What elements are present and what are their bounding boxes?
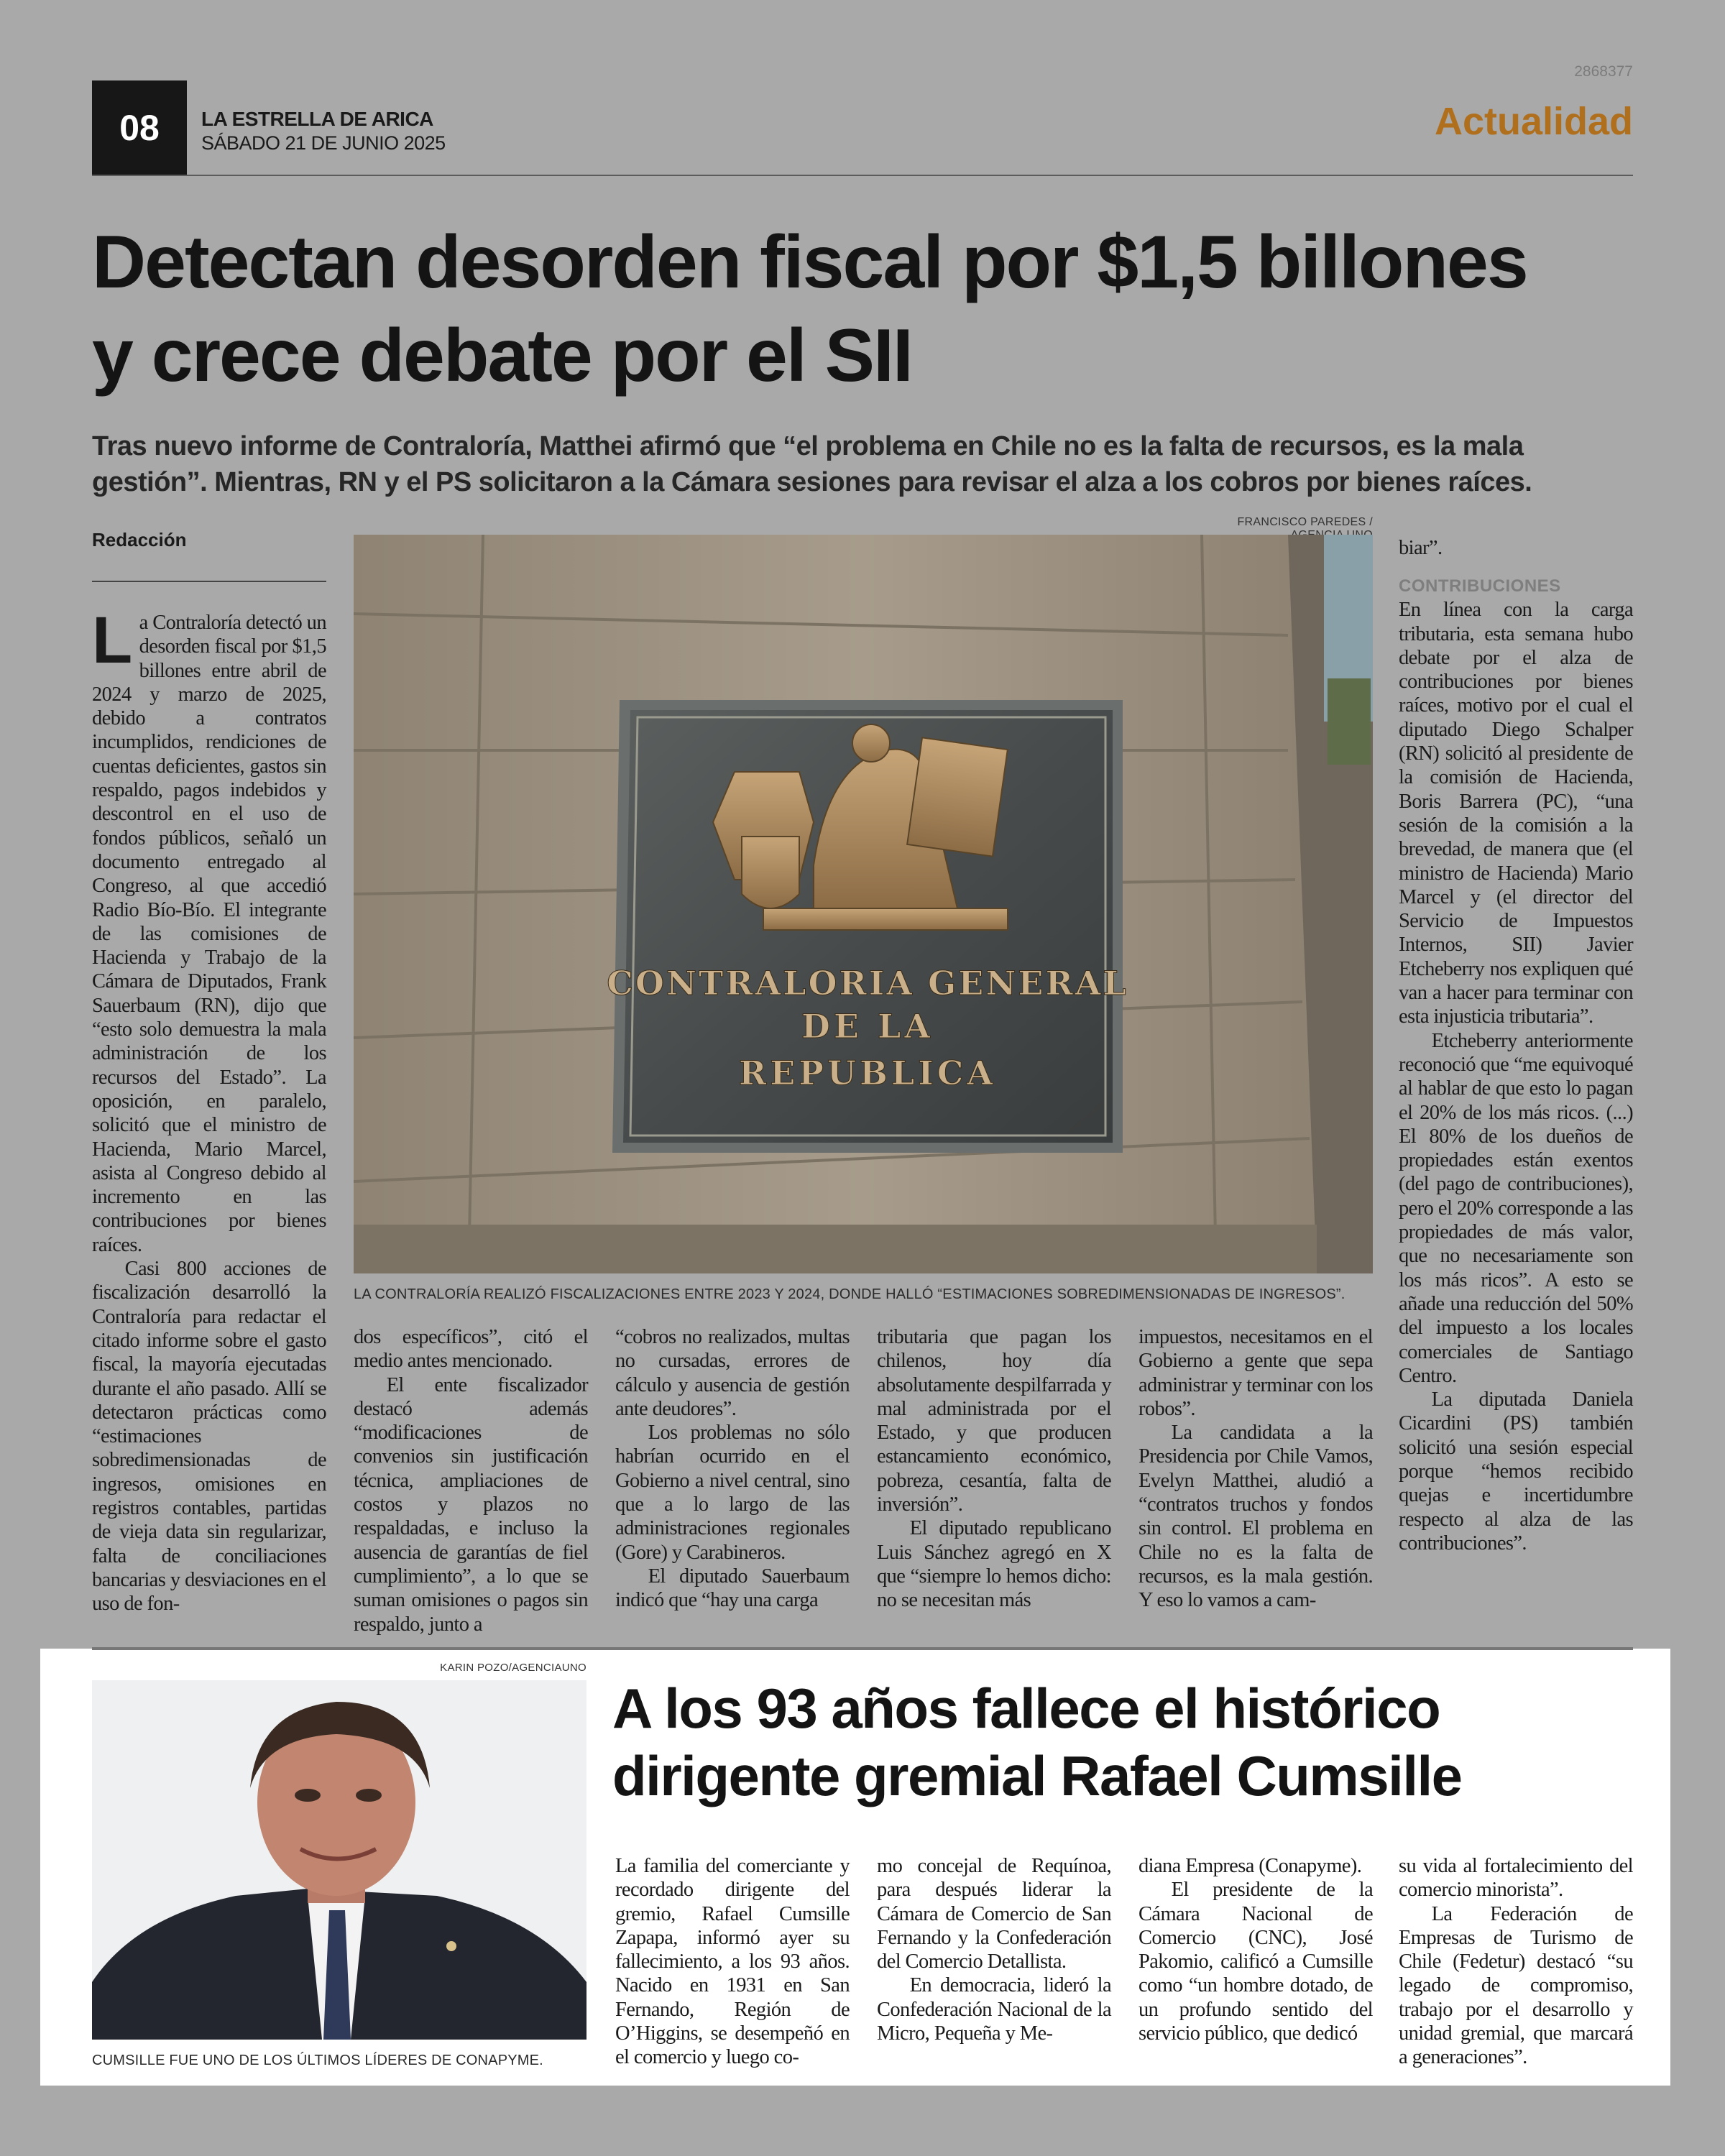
second-article-column-4 xyxy=(1399,1854,1633,2070)
plaque-line-1: CONTRALORIA GENERAL xyxy=(607,964,1128,1003)
article-paragraph: diana Empresa (Conapyme). xyxy=(1138,1855,1362,1877)
article-column-5 xyxy=(1138,1325,1373,1613)
second-article-column-3 xyxy=(1138,1854,1373,2070)
main-photo-caption: LA CONTRALORÍA REALIZÓ FISCALIZACIONES ENTRE 2023 Y 2024, DONDE HALLÓ “ESTIMACIONES SOBREDIMENSIONADAS DE INGRESOS”. xyxy=(354,1286,1346,1302)
article-paragraph: “cobros no realizados, multas no cursadas, errores de cálculo y ausencia de gestión ante deudores”. xyxy=(615,1326,850,1420)
page-code: 2868377 xyxy=(1574,63,1633,80)
article-paragraph: En línea con la carga tributaria, esta semana hubo debate por el alza de contribuciones por bienes raíces, motivo por el cual el diputado Diego Schalper (RN) solicitó al presidente de la comisión de Hacienda, Boris Barrera (PC), “una sesión de la comisión a la brevedad, de manera que (el ministro de Hacienda) Mario Marcel y (el director del Servicio de Impuestos Internos, SII) Javier Etcheberry nos expliquen qué van a hacer para terminar con esta injusticia tributaria”. xyxy=(1399,599,1633,1028)
newspaper-name: LA ESTRELLA DE ARICA xyxy=(201,108,433,130)
article-paragraph: El diputado republicano Luis Sánchez agregó en X que “siempre lo hemos dicho: no se necesitan más xyxy=(877,1517,1111,1612)
article-paragraph: El diputado Sauerbaum indicó que “hay una carga xyxy=(615,1565,850,1612)
page-header xyxy=(92,80,1633,175)
article-paragraph: Casi 800 acciones de fiscalización desarrolló la Contraloría para redactar el citado informe sobre el gasto fiscal, la mayoría ejecutadas durante el año pasado. Allí se detectaron prácticas como “estimaciones sobredimensionadas de ingresos, omisiones en registros contables, partidas de vieja data sin regularizar, falta de conciliaciones bancarias y desviaciones en el uso de fon- xyxy=(92,1258,326,1616)
subhead-contribuciones: CONTRIBUCIONES xyxy=(1399,576,1561,596)
article-column-1 xyxy=(92,604,326,1617)
cumsille-portrait-photo xyxy=(92,1680,586,2040)
header-rule xyxy=(92,175,1633,176)
contraloria-building-image xyxy=(354,535,1373,1273)
second-article-column-1 xyxy=(615,1854,850,2070)
article-paragraph: dos específicos”, citó el medio antes mencionado. xyxy=(354,1326,588,1373)
article-paragraph: biar”. xyxy=(1399,537,1443,559)
article-paragraph: La candidata a la Presidencia por Chile Vamos, Evelyn Matthei, aludió a “contratos truchos y fondos sin control. El problema en Chile no es la falta de recursos, es la mala gestión. Y eso lo vamos a cam- xyxy=(1138,1422,1373,1612)
article-paragraph: a Contraloría detectó un desorden fiscal por $1,5 billones entre abril de 2024 y marzo de 2025, debido a contratos incumplidos, rendiciones de cuentas deficientes, gastos sin respaldo, pagos indebidos y descontrol en el uso de fondos públicos, señaló un documento entregado al Congreso, al que accedió Radio Bío-Bío. El integrante de las comisiones de Hacienda y Trabajo de la Cámara de Diputados, Frank Sauerbaum (RN), dijo que “esto solo demuestra la mala administración de los recursos del Estado”. La oposición, en paralelo, solicitó que el ministro de Hacienda, Mario Marcel, asista al Congreso debido al incremento en las contribuciones por bienes raíces. xyxy=(92,612,326,1256)
contraloria-plaque-photo xyxy=(354,535,1373,1273)
article-paragraph: En democracia, lideró la Confederación Nacional de la Micro, Pequeña y Me- xyxy=(877,1974,1111,2045)
article-paragraph: La Federación de Empresas de Turismo de Chile (Fedetur) destacó “su legado de compromiso, trabajo por el desarrollo y unidad gremial, que marcará a generaciones”. xyxy=(1399,1902,1633,2069)
section-divider xyxy=(92,1647,1633,1650)
publication-date: SÁBADO 21 DE JUNIO 2025 xyxy=(201,132,446,154)
article-paragraph: mo concejal de Requínoa, para después liderar la Cámara de Comercio de San Fernando y la Confederación del Comercio Detallista. xyxy=(877,1855,1111,1973)
article-column-4 xyxy=(877,1325,1111,1613)
article-paragraph: La familia del comerciante y recordado dirigente del gremio, Rafael Cumsille Zapapa, informó ayer su fallecimiento, a los 93 años. Nacido en 1931 en San Fernando, Región de O’Higgins, se desempeñó en el comercio y luego co- xyxy=(615,1855,850,2069)
article-column-6 xyxy=(1399,536,1633,1614)
plaque-line-3: REPUBLICA xyxy=(738,1054,997,1092)
article-column-3 xyxy=(615,1325,850,1613)
page-number: 08 xyxy=(92,80,187,175)
photo-credit: FRANCISCO PAREDES / xyxy=(1237,516,1373,528)
article-paragraph: La diputada Daniela Cicardini (PS) también solicitó una sesión especial porque “hemos recibido quejas e incertidumbre respecto al alza de las contribuciones”. xyxy=(1399,1388,1633,1554)
article-paragraph: su vida al fortalecimiento del comercio minorista”. xyxy=(1399,1855,1633,1902)
drop-cap: L xyxy=(92,604,132,677)
main-headline: Detectan desorden fiscal por $1,5 billones y crece debate por el SII xyxy=(92,221,1527,397)
second-article-column-2 xyxy=(877,1854,1111,2070)
second-photo-credit: KARIN POZO/AGENCIAUNO xyxy=(440,1662,586,1674)
article-column-2 xyxy=(354,1325,588,1636)
byline: Redacción xyxy=(92,529,187,550)
article-paragraph: Etcheberry anteriormente reconoció que “me equivoqué al hablar de que esto lo pagan el 20% de los más ricos. (...) El 80% de los dueños de propiedades están exentos (del pago de contribuciones), pero el 20% corresponde a las propiedades de más valor, que no necesariamente son los más ricos”. A esto se añade una reducción del 50% del impuesto a los locales comerciales de Santiago Centro. xyxy=(1399,1029,1633,1387)
article-paragraph: impuestos, necesitamos en el Gobierno a gente que sepa administrar y terminar con los robos”. xyxy=(1138,1326,1373,1420)
article-paragraph: tributaria que pagan los chilenos, hoy día absolutamente despilfarrada y mal administrada por el Estado, y que producen estancamiento económico, pobreza, cesantía, falta de inversión”. xyxy=(877,1326,1111,1516)
byline-rule xyxy=(92,581,326,582)
section-name: Actualidad xyxy=(1434,100,1633,143)
article-paragraph: El ente fiscalizador destacó además “modificaciones de convenios sin justificación técnica, ampliaciones de costos y plazos no respaldadas, e incluso la ausencia de garantías de fiel cumplimiento”, a lo que se suman omisiones o pagos sin respaldo, junto a xyxy=(354,1373,588,1636)
article-paragraph: Los problemas no sólo habrían ocurrido en el Gobierno a nivel central, sino que a lo largo de las administraciones regionales (Gore) y Carabineros. xyxy=(615,1422,850,1564)
article-paragraph: El presidente de la Cámara Nacional de Comercio (CNC), José Pakomio, calificó a Cumsille como “un hombre dotado, de un profundo sentido del servicio público, que dedicó xyxy=(1138,1879,1373,2045)
main-deck: Tras nuevo informe de Contraloría, Matthei afirmó que “el problema en Chile no es la falta de recursos, es la mala gestión”. Mientras, RN y el PS solicitaron a la Cámara sesiones para revisar el alza a los cobros por bienes raíces. xyxy=(92,431,1532,497)
cumsille-portrait-image xyxy=(92,1680,586,2040)
second-headline: A los 93 años fallece el histórico dirigente gremial Rafael Cumsille xyxy=(612,1677,1462,1807)
plaque-line-2: DE LA xyxy=(801,1007,934,1046)
second-photo-caption: CUMSILLE FUE UNO DE LOS ÚLTIMOS LÍDERES DE CONAPYME. xyxy=(92,2053,543,2068)
